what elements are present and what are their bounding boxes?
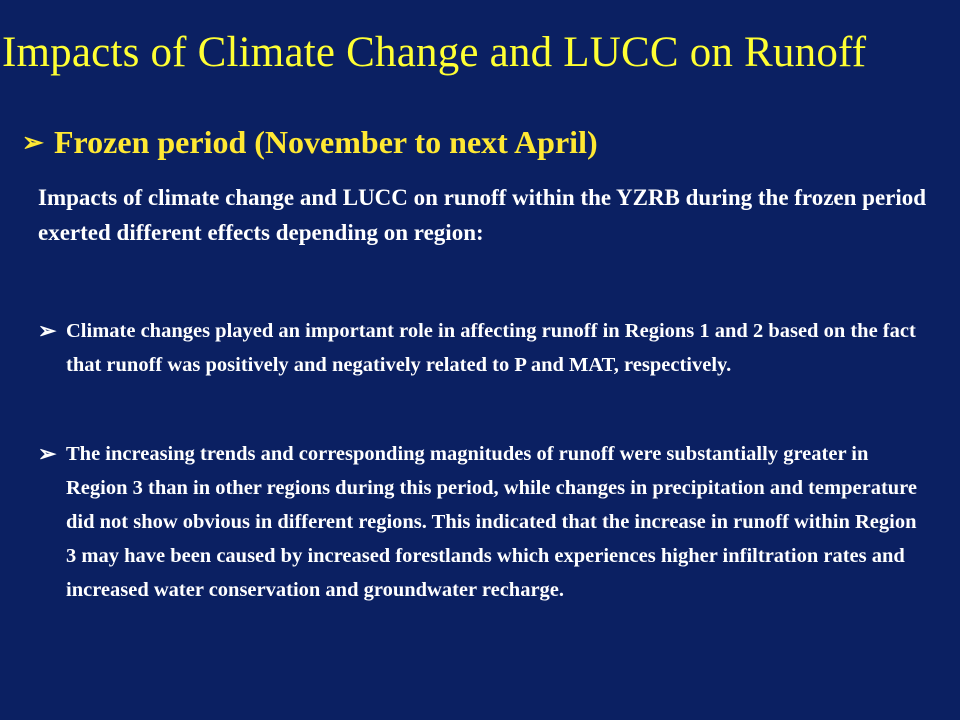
intro-paragraph: Impacts of climate change and LUCC on runoff within the YZRB during the frozen period exerted different effects depending on region: (38, 185, 927, 245)
bullet-text: Climate changes played an important role in affecting runoff in Regions 1 and 2 based on the fact that runoff was positively and negatively related to P and MAT, respectively. (66, 320, 916, 376)
arrow-bullet-icon: ➢ (38, 318, 57, 343)
arrow-bullet-icon: ➢ (38, 441, 57, 466)
bullet-item (38, 314, 928, 382)
arrow-bullet-icon: ➢ (22, 127, 44, 157)
bullet-item (38, 437, 928, 607)
slide-title: Impacts of Climate Change and LUCC on Runoff (2, 29, 867, 76)
section-heading-text: Frozen period (November to next April) (54, 124, 598, 160)
section-heading (22, 124, 598, 161)
bullet-text: The increasing trends and corresponding magnitudes of runoff were substantially greater in Region 3 than in other regions during this period, while changes in precipitation and temperature did not show obvious in different regions. This indicated that the increase in runoff within Region 3 may have been caused by increased forestlands which experiences higher infiltration rates and increased water conservation and groundwater recharge. (66, 443, 918, 601)
